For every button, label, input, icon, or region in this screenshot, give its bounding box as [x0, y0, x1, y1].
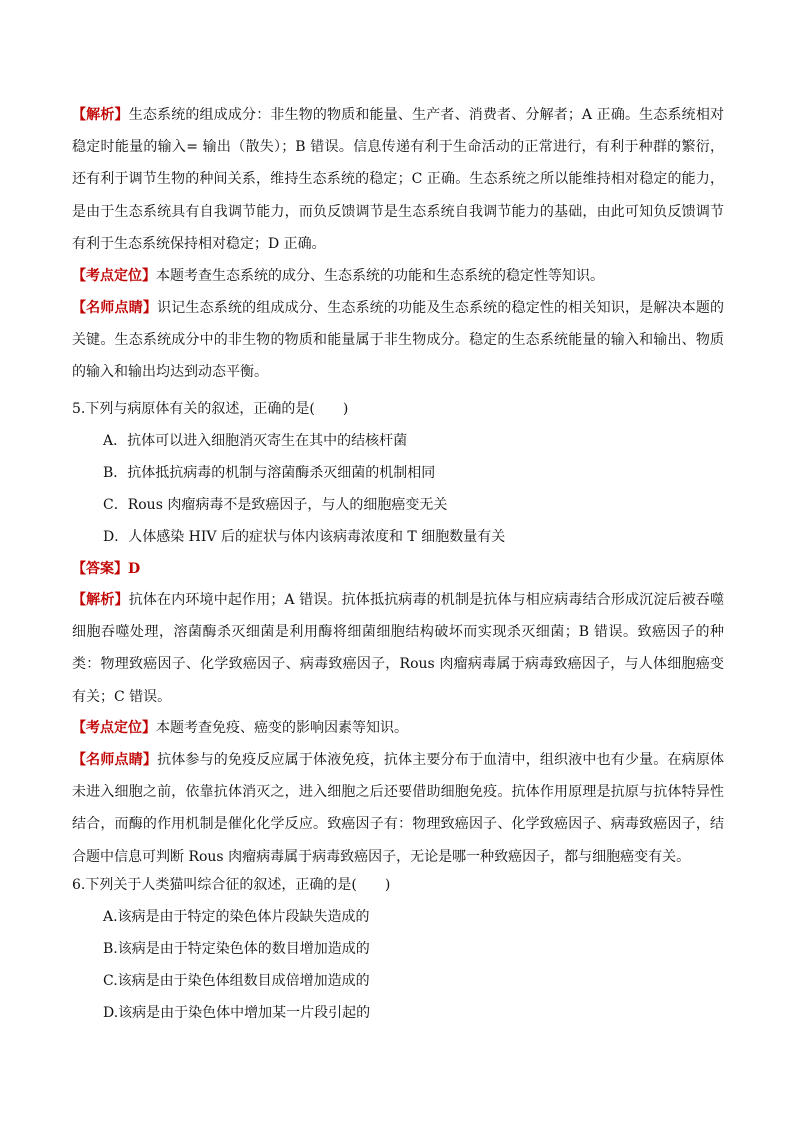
- analysis-tag: 【解析】: [72, 592, 129, 608]
- key-point-text: 本题考查生态系统的成分、生态系统的功能和生态系统的稳定性等知识。: [156, 268, 604, 284]
- analysis-paragraph-1: [72, 99, 724, 260]
- analysis-text: 生态系统的组成成分：非生物的物质和能量、生产者、消费者、分解者；A 正确。生态系统相对稳定时能量的输入= 输出（散失）；B 错误。信息传递有利于生命活动的正常进行，有利于种群的繁衍，还有利于调节生物的种间关系，维持生态系统的稳定；C 正确。生态系统之所以能维持相对稳定的能力，是由于生态系统具有自我调节能力，而负反馈调节是生态系统自我调节能力的基础，由此可知负反馈调节有利于生态系统保持相对稳定；D 正确。: [72, 107, 725, 252]
- teacher-tip-text: 识记生态系统的组成成分、生态系统的功能及生态系统的稳定性的相关知识，是解决本题的关键。生态系统成分中的非生物的物质和能量属于非生物成分。稳定的生态系统能量的输入和输出、物质的输入和输出均达到动态平衡。: [72, 300, 725, 381]
- key-point-paragraph-1: [72, 260, 724, 292]
- teacher-tip-tag: 【名师点睛】: [72, 300, 158, 316]
- analysis-tag: 【解析】: [72, 107, 129, 123]
- teacher-tip-paragraph-5: [72, 744, 724, 873]
- analysis-paragraph-5: [72, 584, 724, 713]
- key-point-tag: 【考点定位】: [72, 720, 156, 736]
- question-5-option-a: A．抗体可以进入细胞消灭寄生在其中的结核杆菌: [103, 433, 408, 449]
- question-5-option-c: C．Rous 肉瘤病毒不是致癌因子，与人的细胞癌变无关: [103, 497, 448, 513]
- question-5-option-d: D．人体感染 HIV 后的症状与体内该病毒浓度和 T 细胞数量有关: [103, 529, 506, 545]
- question-6-option-d: D.该病是由于染色体中增加某一片段引起的: [103, 1005, 371, 1021]
- answer-value: D: [128, 561, 141, 577]
- question-6-option-c: C.该病是由于染色体组数目成倍增加造成的: [103, 973, 370, 989]
- teacher-tip-text: 抗体参与的免疫反应属于体液免疫，抗体主要分布于血清中，组织液中也有少量。在病原体未进入细胞之前，依靠抗体消灭之，进入细胞之后还要借助细胞免疫。抗体作用原理是抗原与抗体特异性结合，而酶的作用机制是催化化学反应。致癌因子有：物理致癌因子、化学致癌因子、病毒致癌因子，结合题中信息可判断 Rous 肉瘤病毒属于病毒致癌因子，无论是哪一种致癌因子，都与细胞癌变有关。: [72, 752, 725, 865]
- key-point-paragraph-5: [72, 712, 724, 744]
- answer-tag: 【答案】: [72, 561, 128, 577]
- teacher-tip-paragraph-1: [72, 292, 724, 389]
- question-5-option-b: B．抗体抵抗病毒的机制与溶菌酶杀灭细菌的机制相同: [103, 465, 436, 481]
- question-5-stem: 5.下列与病原体有关的叙述，正确的是( ): [72, 401, 349, 417]
- question-6-option-a: A.该病是由于特定的染色体片段缺失造成的: [103, 909, 370, 925]
- question-6-stem: 6.下列关于人类猫叫综合征的叙述，正确的是( ): [72, 877, 391, 893]
- question-6-option-b: B.该病是由于特定染色体的数目增加造成的: [103, 941, 370, 957]
- analysis-text: 抗体在内环境中起作用；A 错误。抗体抵抗病毒的机制是抗体与相应病毒结合形成沉淀后被吞噬细胞吞噬处理，溶菌酶杀灭细菌是利用酶将细菌细胞结构破坏而实现杀灭细菌；B 错误。致癌因子的种类：物理致癌因子、化学致癌因子、病毒致癌因子，Rous 肉瘤病毒属于病毒致癌因子，与人体细胞癌变有关；C 错误。: [72, 592, 725, 705]
- key-point-text: 本题考查免疫、癌变的影响因素等知识。: [156, 720, 408, 736]
- teacher-tip-tag: 【名师点睛】: [72, 752, 158, 768]
- answer-line-5: [72, 558, 140, 580]
- key-point-tag: 【考点定位】: [72, 268, 156, 284]
